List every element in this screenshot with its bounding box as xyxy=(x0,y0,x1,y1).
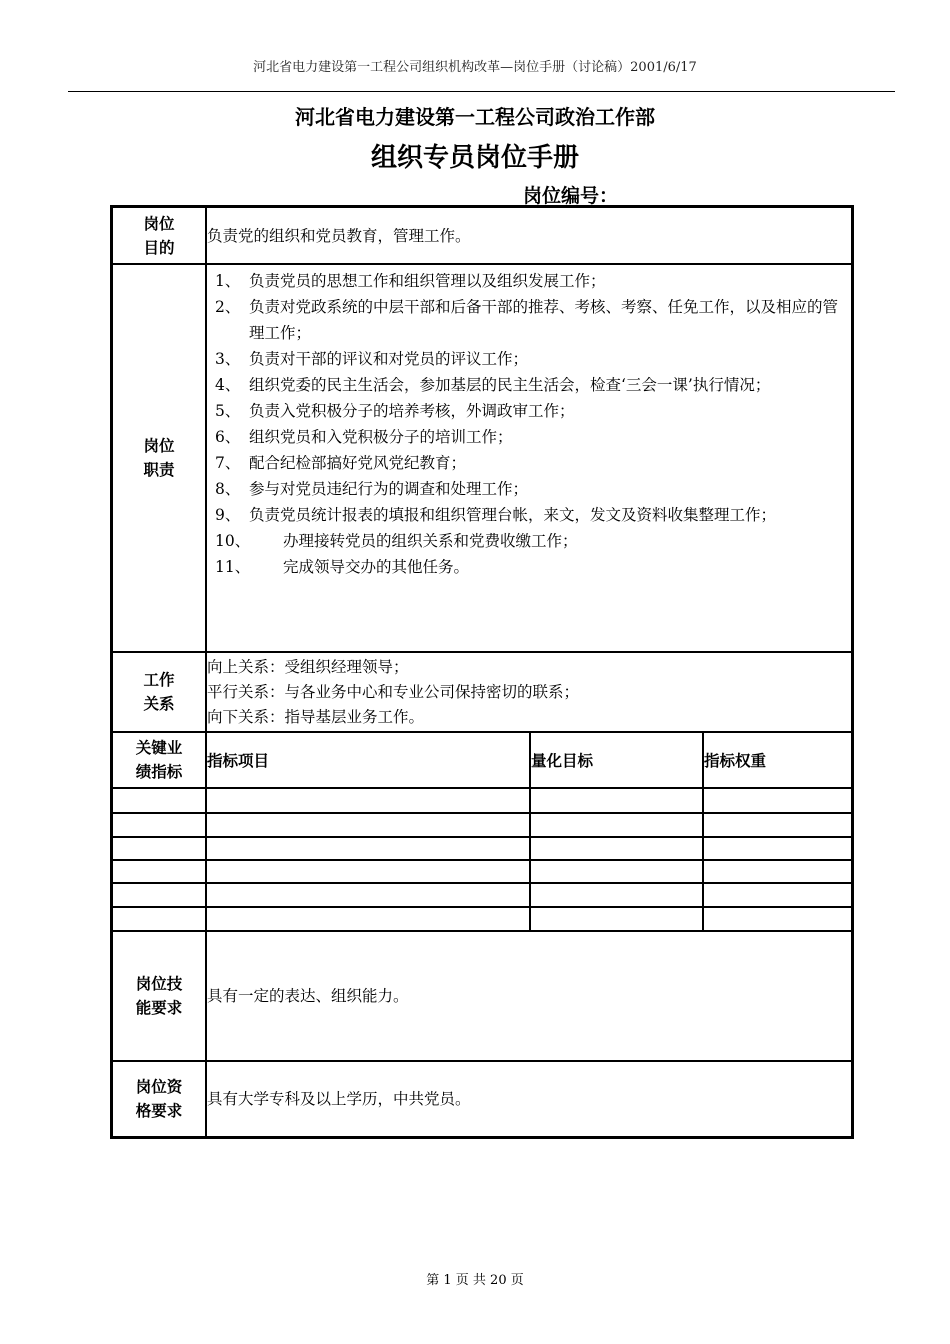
duty-item: 9、 负责党员统计报表的填报和组织管理台帐，来文，发文及资料收集整理工作； xyxy=(215,506,777,524)
kpi-cell xyxy=(530,788,703,813)
qualification-row xyxy=(112,1061,852,1137)
kpi-cell xyxy=(112,837,206,860)
duty-item: 2、 负责对党政系统的中层干部和后备干部的推荐、考核、考察、任免工作，以及相应的管理工作； xyxy=(215,298,839,342)
kpi-cell xyxy=(703,860,852,883)
duty-item: 4、 组织党委的民主生活会，参加基层的民主生活会，检查‘三会一课’执行情况； xyxy=(215,376,771,394)
kpi-cell xyxy=(112,813,206,837)
document-title: 组织专员岗位手册 xyxy=(370,143,579,173)
duty-item: 1、 负责党员的思想工作和组织管理以及组织发展工作； xyxy=(215,272,606,290)
relations-text xyxy=(206,652,852,732)
duty-item: 6、 组织党员和入党积极分子的培训工作； xyxy=(215,428,513,446)
kpi-col-weight: 指标权重 xyxy=(703,732,852,788)
kpi-col-target: 量化目标 xyxy=(530,732,703,788)
kpi-empty-row xyxy=(112,813,852,837)
header-divider xyxy=(68,91,895,92)
kpi-cell xyxy=(206,883,530,907)
kpi-empty-row xyxy=(112,837,852,860)
org-title: 河北省电力建设第一工程公司政治工作部 xyxy=(295,105,655,129)
relations-label: 工作 关系 xyxy=(112,652,206,732)
kpi-cell xyxy=(112,883,206,907)
kpi-empty-row xyxy=(112,860,852,883)
skills-row xyxy=(112,931,852,1061)
kpi-cell xyxy=(206,788,530,813)
relation-down: 向下关系：指导基层业务工作。 xyxy=(207,707,425,726)
qualification-label: 岗位资 格要求 xyxy=(112,1061,206,1137)
duty-item: 10、 办理接转党员的组织关系和党费收缴工作； xyxy=(215,532,578,550)
kpi-cell xyxy=(206,860,530,883)
page-footer: 第 1 页 共 20 页 xyxy=(426,1273,524,1288)
skills-label: 岗位技 能要求 xyxy=(112,931,206,1061)
kpi-cell xyxy=(703,883,852,907)
kpi-col-item: 指标项目 xyxy=(206,732,530,788)
kpi-cell xyxy=(206,837,530,860)
relation-parallel: 平行关系：与各业务中心和专业公司保持密切的联系； xyxy=(207,682,580,701)
kpi-cell xyxy=(703,788,852,813)
kpi-header-row xyxy=(112,732,852,788)
duty-item: 3、 负责对干部的评议和对党员的评议工作； xyxy=(215,350,529,368)
relation-up: 向上关系：受组织经理领导； xyxy=(207,657,409,676)
kpi-cell xyxy=(112,788,206,813)
post-number-label: 岗位编号： xyxy=(523,185,619,207)
kpi-cell xyxy=(206,813,530,837)
duties-row xyxy=(112,264,852,652)
running-header: 河北省电力建设第一工程公司组织机构改革—岗位手册（讨论稿）2001/6/17 xyxy=(253,60,697,75)
duties-list xyxy=(206,264,852,652)
duty-item: 11、 完成领导交办的其他任务。 xyxy=(215,558,470,576)
duty-item: 7、 配合纪检部搞好党风党纪教育； xyxy=(215,454,467,472)
purpose-label: 岗位 目的 xyxy=(112,207,206,264)
skills-text: 具有一定的表达、组织能力。 xyxy=(206,931,852,1061)
kpi-cell xyxy=(112,907,206,931)
kpi-cell xyxy=(530,860,703,883)
kpi-cell xyxy=(530,837,703,860)
qualification-text: 具有大学专科及以上学历，中共党员。 xyxy=(206,1061,852,1137)
kpi-cell xyxy=(703,907,852,931)
kpi-cell xyxy=(206,907,530,931)
kpi-cell xyxy=(703,813,852,837)
kpi-cell xyxy=(703,837,852,860)
kpi-cell xyxy=(530,813,703,837)
duty-item: 8、 参与对党员违纪行为的调查和处理工作； xyxy=(215,480,529,498)
kpi-cell xyxy=(530,907,703,931)
kpi-cell xyxy=(530,883,703,907)
duty-item: 5、 负责入党积极分子的培养考核，外调政审工作； xyxy=(215,402,575,420)
purpose-text: 负责党的组织和党员教育，管理工作。 xyxy=(206,207,852,264)
kpi-empty-row xyxy=(112,883,852,907)
kpi-cell xyxy=(112,860,206,883)
duties-label: 岗位 职责 xyxy=(112,264,206,652)
relations-row xyxy=(112,652,852,732)
kpi-empty-row xyxy=(112,788,852,813)
kpi-label: 关键业 绩指标 xyxy=(112,732,206,788)
job-manual-table xyxy=(110,205,854,1139)
purpose-row xyxy=(112,207,852,264)
kpi-empty-row xyxy=(112,907,852,931)
